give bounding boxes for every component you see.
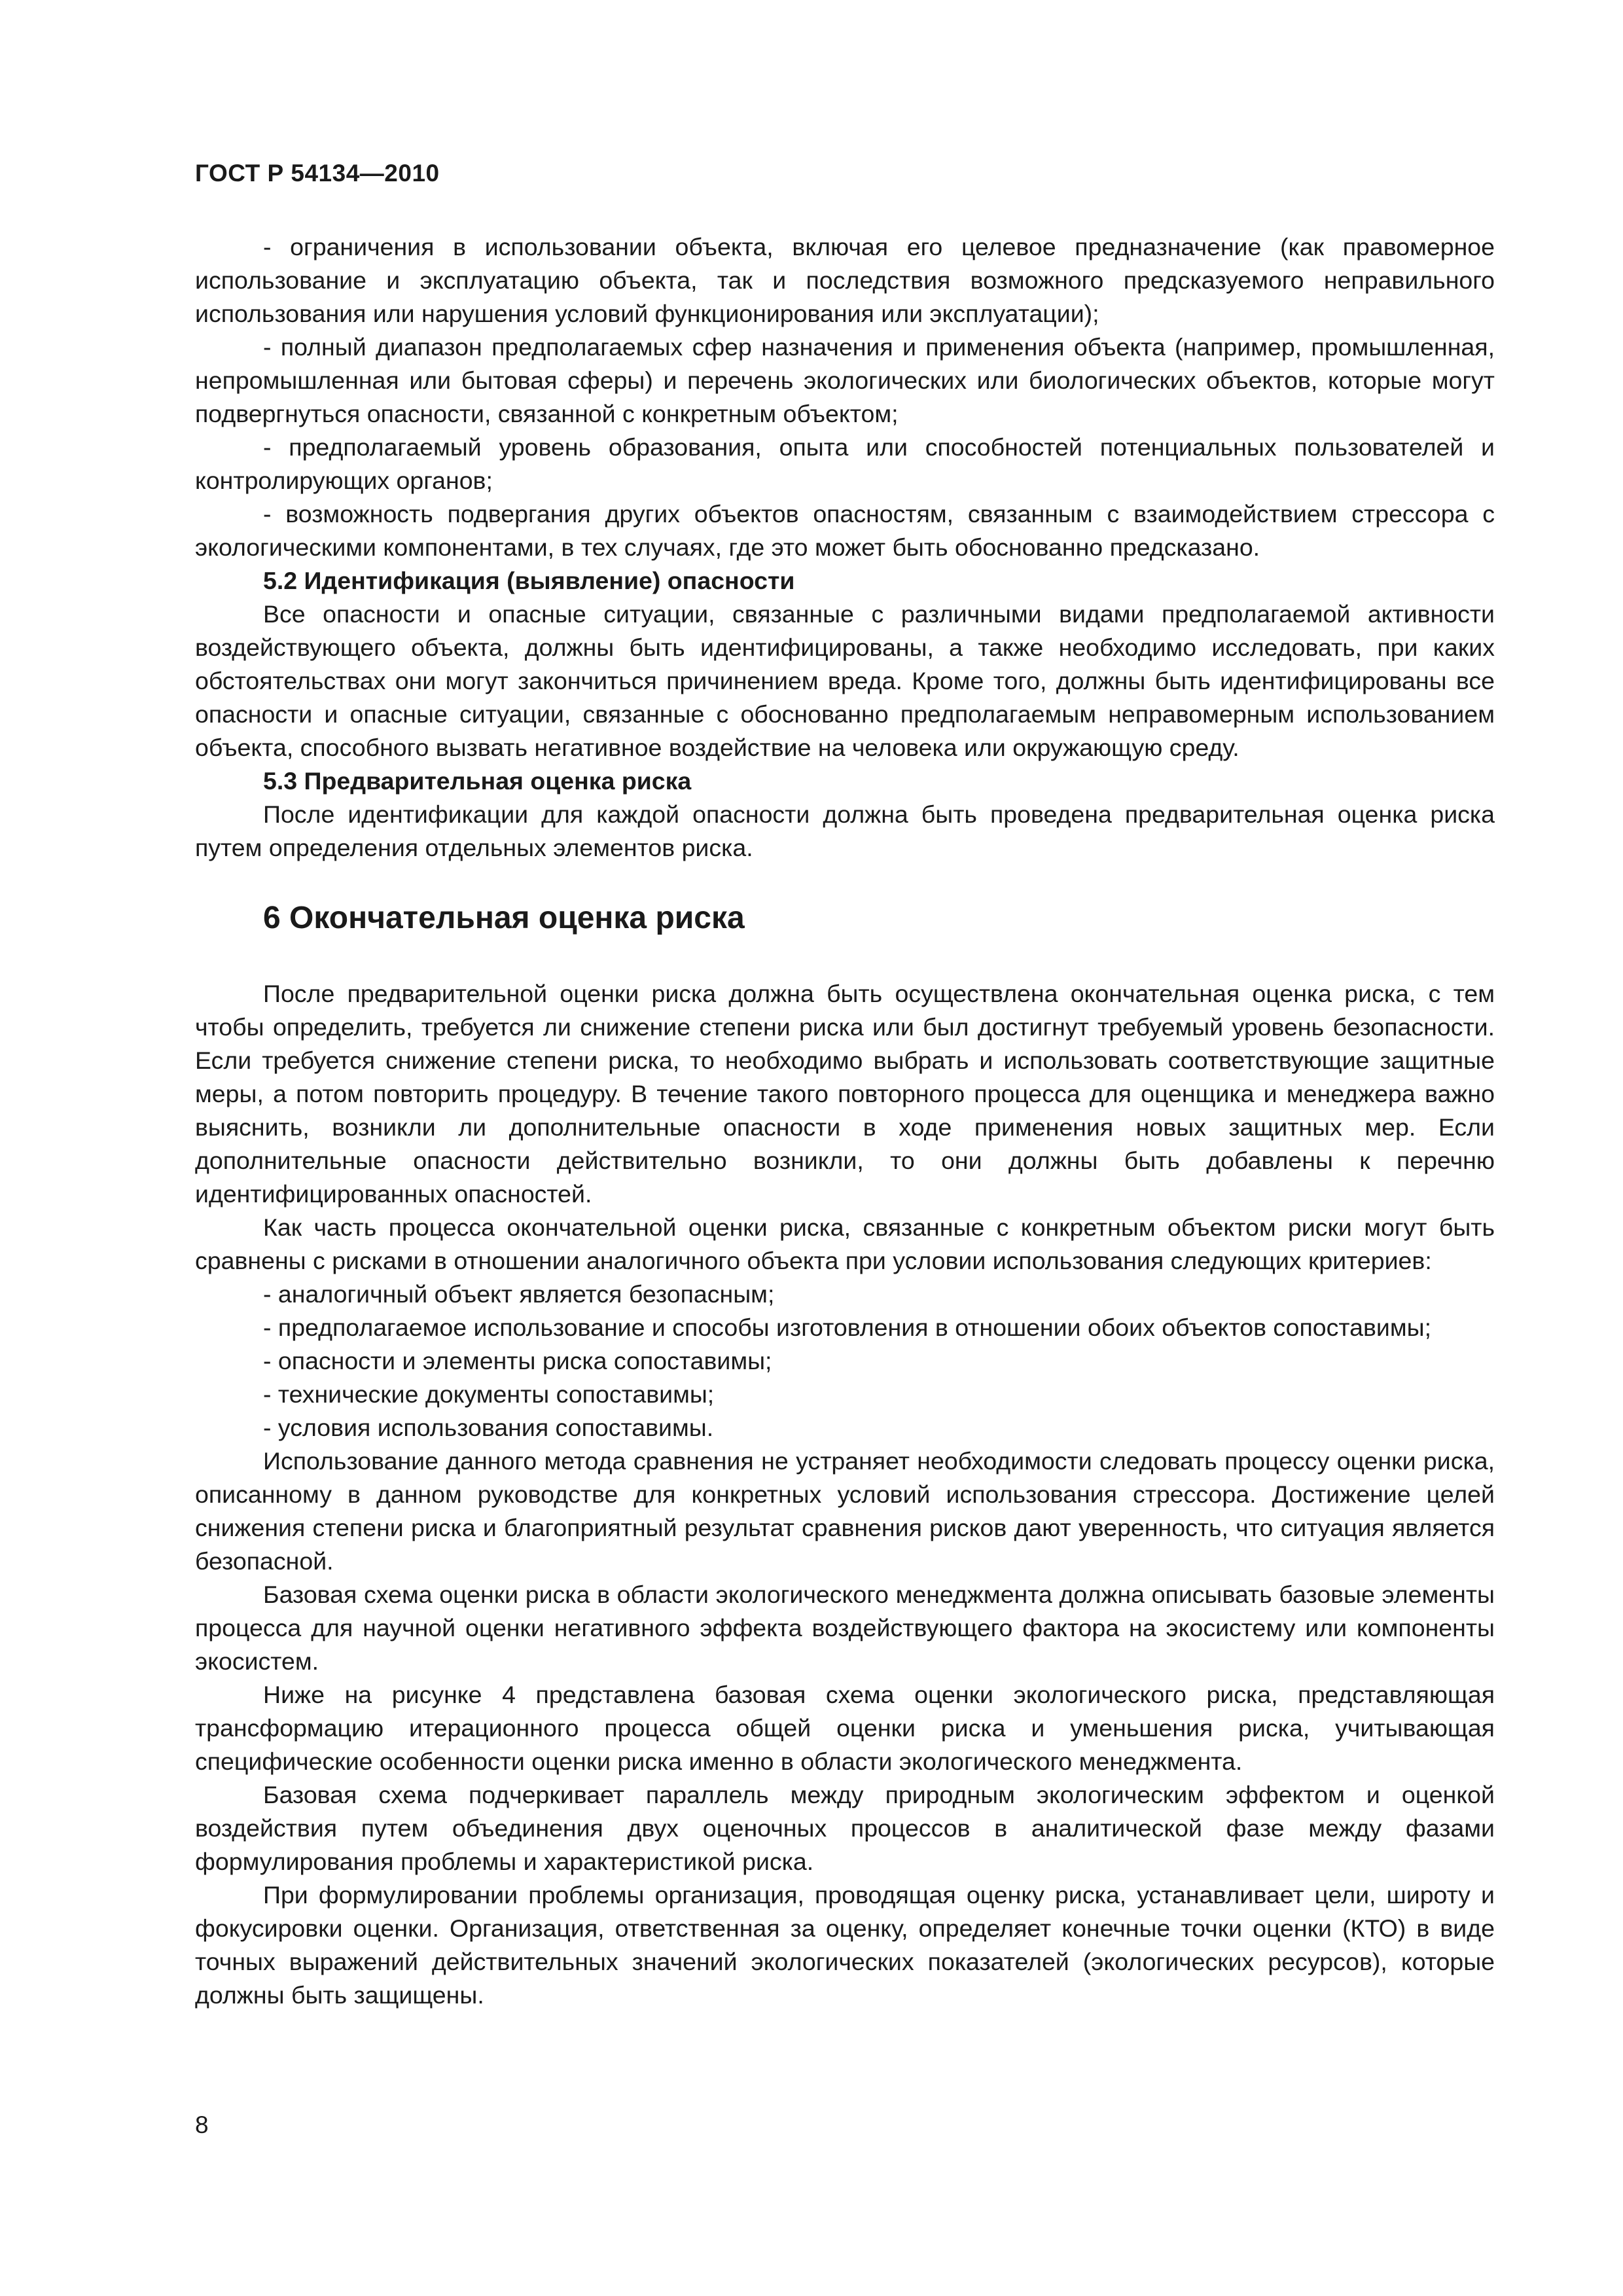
document-code: ГОСТ Р 54134—2010: [195, 160, 440, 187]
section-6-paragraph: После предварительной оценки риска должна быть осуществлена окончательная оценка риска, с тем чтобы определить, требуется ли снижение степени риска или был достигнут требуемый уровень безопасности. Если требуется снижение степени риска, то необходимо выбрать и использовать соответствующие защитные меры, а потом повторить процедуру. В течение такого повторного процесса для оценщика и менеджера важно выяснить, возникли ли дополнительные опасности в ходе применения новых защитных мер. Если дополнительные опасности действительно возникли, то они должны быть добавлены к перечню идентифицированных опасностей.: [195, 980, 1495, 1208]
criteria-list-item: - опасности и элементы риска сопоставимы;: [263, 1347, 772, 1374]
section-6-paragraph: Базовая схема оценки риска в области экологического менеджмента должна описывать базовые элементы процесса для научной оценки негативного эффекта воздействующего фактора на экосистему или компоненты экосистем.: [195, 1581, 1495, 1675]
intro-list-item: - предполагаемый уровень образования, опыта или способностей потенциальных пользователей и контролирующих органов;: [195, 433, 1495, 494]
page-body: [195, 230, 1495, 2012]
criteria-list-item: - условия использования сопоставимы.: [263, 1414, 714, 1441]
section-6-paragraph: При формулировании проблемы организация, проводящая оценку риска, устанавливает цели, широту и фокусировки оценки. Организация, ответственная за оценку, определяет конечные точки оценки (КТО) в виде точных выражений действительных значений экологических показателей (экологических ресурсов), которые должны быть защищены.: [195, 1881, 1495, 2009]
criteria-list-item: - аналогичный объект является безопасным;: [263, 1280, 775, 1308]
section-5-2-heading: 5.2 Идентификация (выявление) опасности: [263, 567, 795, 594]
section-6-paragraph: Базовая схема подчеркивает параллель между природным экологическим эффектом и оценкой воздействия путем объединения двух оценочных процессов в аналитической фазе между фазами формулирования проблемы и характеристикой риска.: [195, 1781, 1495, 1875]
section-6-paragraph: Как часть процесса окончательной оценки риска, связанные с конкретным объектом риски могут быть сравнены с рисками в отношении аналогичного объекта при условии использования следующих критериев:: [195, 1213, 1495, 1274]
page-number: 8: [195, 2111, 209, 2138]
section-6-paragraph: Ниже на рисунке 4 представлена базовая схема оценки экологического риска, представляющая трансформацию итерационного процесса общей оценки риска и уменьшения риска, учитывающая специфические особенности оценки риска именно в области экологического менеджмента.: [195, 1681, 1495, 1775]
intro-list-item: - возможность подвергания других объектов опасностям, связанным с взаимодействием стрессора с экологическими компонентами, в тех случаях, где это может быть обоснованно предсказано.: [195, 500, 1495, 561]
criteria-list-item: - предполагаемое использование и способы изготовления в отношении обоих объектов сопоставимы;: [263, 1314, 1431, 1341]
section-6-paragraph: Использование данного метода сравнения не устраняет необходимости следовать процессу оценки риска, описанному в данном руководстве для конкретных условий использования стрессора. Достижение целей снижения степени риска и благоприятный результат сравнения рисков дают уверенность, что ситуация является безопасной.: [195, 1447, 1495, 1575]
section-5-3-text: После идентификации для каждой опасности должна быть проведена предварительная оценка риска путем определения отдельных элементов риска.: [195, 800, 1495, 861]
section-5-2-text: Все опасности и опасные ситуации, связанные с различными видами предполагаемой активности воздействующего объекта, должны быть идентифицированы, а также необходимо исследовать, при каких обстоятельствах они могут закончиться причинением вреда. Кроме того, должны быть идентифицированы все опасности и опасные ситуации, связанные с обоснованно предполагаемым неправомерным использованием объекта, способного вызвать негативное воздействие на человека или окружающую среду.: [195, 600, 1495, 761]
intro-list-item: - ограничения в использовании объекта, включая его целевое предназначение (как правомерное использование и эксплуатацию объекта, так и последствия возможного предсказуемого неправильного использования или нарушения условий функционирования или эксплуатации);: [195, 233, 1495, 327]
intro-list-item: - полный диапазон предполагаемых сфер назначения и применения объекта (например, промышленная, непромышленная или бытовая сферы) и перечень экологических или биологических объектов, которые могут подвергнуться опасности, связанной с конкретным объектом;: [195, 333, 1495, 427]
section-5-3-heading: 5.3 Предварительная оценка риска: [263, 767, 692, 795]
criteria-list-item: - технические документы сопоставимы;: [263, 1380, 715, 1408]
section-6-heading: 6 Окончательная оценка риска: [263, 901, 745, 935]
